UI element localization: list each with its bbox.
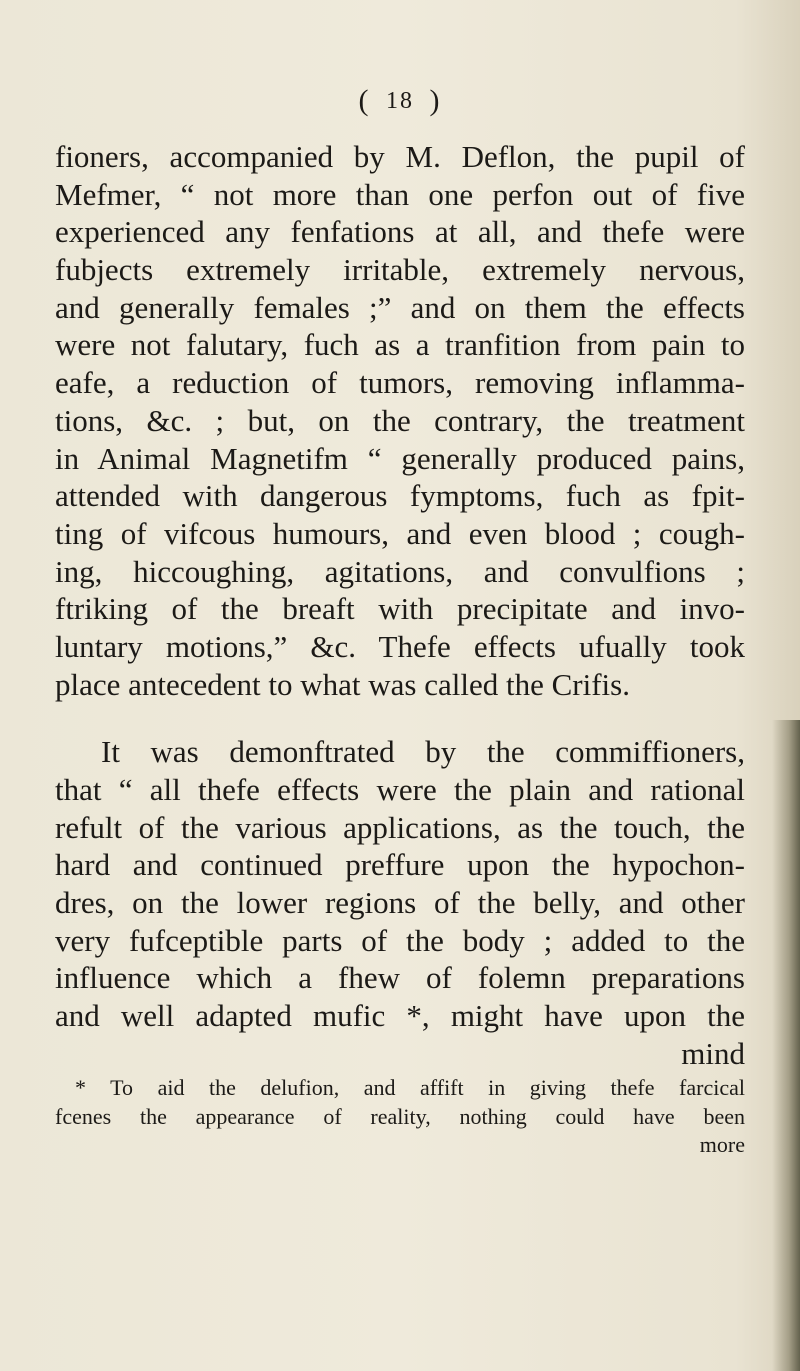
text-line: tions, &c. ; but, on the contrary, the treatment	[55, 402, 745, 438]
footnote-line: fcenes the appearance of reality, nothing could have been	[55, 1103, 745, 1129]
text-line: in Animal Magnetifm “ generally produced pains,	[55, 440, 745, 476]
text-line: influence which a fhew of folemn preparations	[55, 960, 745, 996]
text-line: and generally females ;” and on them the effects	[55, 289, 745, 325]
text-line: refult of the various applications, as the touch, the	[55, 809, 745, 845]
running-head-open-paren: (	[358, 84, 371, 117]
text-line: attended with dangerous fymptoms, fuch as fpit-	[55, 478, 745, 514]
text-line: ting of vifcous humours, and even blood ; cough-	[55, 515, 745, 551]
catchword: mind	[681, 1035, 745, 1071]
text-line: dres, on the lower regions of the belly, and other	[55, 885, 745, 921]
text-line: ing, hiccoughing, agitations, and convulfions ;	[55, 553, 745, 589]
footnote	[55, 1074, 745, 1160]
page-number: 18	[386, 88, 414, 114]
paragraph-gap	[55, 703, 745, 733]
text-line: that “ all thefe effects were the plain and rational	[55, 772, 745, 807]
text-line: place antecedent to what was called the Crifis.	[55, 666, 630, 702]
text-line: hard and continued preffure upon the hypochon-	[55, 847, 745, 883]
text-line: very fufceptible parts of the body ; added to the	[55, 922, 745, 958]
text-line: were not falutary, fuch as a tranfition from pain to	[55, 327, 745, 363]
text-line: fubjects extremely irritable, extremely nervous,	[55, 252, 745, 288]
page-edge-shadow	[772, 720, 800, 1371]
text-line: experienced any fenfations at all, and thefe were	[55, 214, 745, 250]
footnote-catchword: more	[699, 1132, 745, 1157]
running-head	[0, 84, 800, 118]
running-head-close-paren: )	[429, 84, 442, 117]
text-line: and well adapted mufic *, might have upon the	[55, 998, 745, 1034]
text-line: eafe, a reduction of tumors, removing inflamma-	[55, 365, 745, 401]
text-line: luntary motions,” &c. Thefe effects ufually took	[55, 628, 745, 664]
footnote-line: * To aid the delufion, and affift in giving thefe farcical	[75, 1075, 745, 1100]
text-line: It was demonftrated by the commiffioners,	[101, 734, 745, 770]
text-line: Mefmer, “ not more than one perfon out of five	[55, 176, 745, 212]
text-line: fioners, accompanied by M. Deflon, the pupil of	[55, 139, 745, 174]
text-line: ftriking of the breaft with precipitate and invo-	[55, 591, 745, 627]
body-text	[55, 138, 745, 1073]
